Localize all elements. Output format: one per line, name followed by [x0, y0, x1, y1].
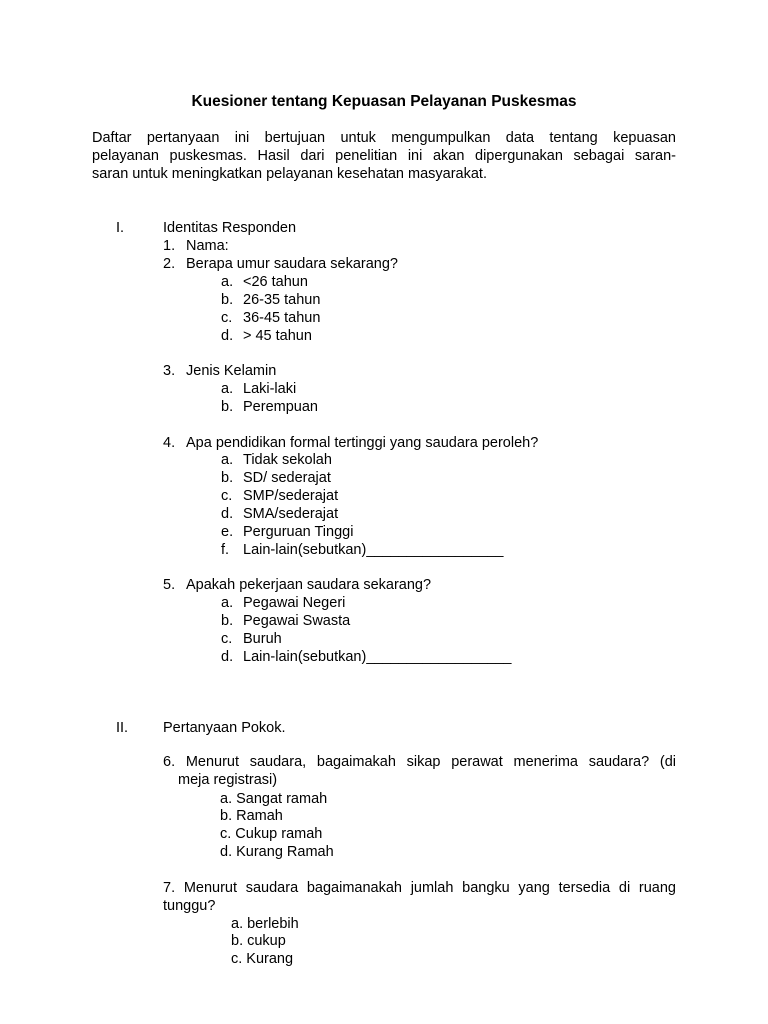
- option-text: SMA/sederajat: [243, 506, 339, 522]
- question-text: Nama:: [186, 238, 229, 254]
- option-text: b. cukup: [231, 933, 286, 949]
- question-7-line: tunggu?: [163, 898, 216, 914]
- intro-line: pelayanan puskesmas. Hasil dari penelitian ini akan dipergunakan sebagai saran-: [92, 148, 676, 164]
- option-letter: d.: [221, 506, 234, 522]
- option-letter: b.: [221, 292, 234, 308]
- option-text: Perguruan Tinggi: [243, 524, 354, 540]
- option-letter: f.: [221, 542, 230, 558]
- option-text: a. berlebih: [231, 916, 299, 932]
- question-number: 3.: [163, 363, 176, 379]
- option-text: c. Cukup ramah: [220, 826, 323, 842]
- option-text: Lain-lain(sebutkan)_________________: [243, 542, 504, 558]
- option-letter: b.: [221, 613, 234, 629]
- option-text: SD/ sederajat: [243, 470, 331, 486]
- option-letter: b.: [221, 470, 234, 486]
- section-2-heading: Pertanyaan Pokok.: [163, 720, 286, 736]
- question-number: 2.: [163, 256, 176, 272]
- intro-line: saran untuk meningkatkan pelayanan kesehatan masyarakat.: [92, 166, 487, 182]
- option-text: Pegawai Swasta: [243, 613, 351, 629]
- option-letter: c.: [221, 488, 233, 504]
- option-text: Lain-lain(sebutkan)__________________: [243, 649, 512, 665]
- intro-line: Daftar pertanyaan ini bertujuan untuk mengumpulkan data tentang kepuasan: [92, 130, 676, 146]
- option-text: Perempuan: [243, 399, 318, 415]
- option-text: c. Kurang: [231, 951, 294, 967]
- question-number: 1.: [163, 238, 176, 254]
- question-number: 5.: [163, 577, 176, 593]
- question-text: Apakah pekerjaan saudara sekarang?: [186, 577, 432, 593]
- option-text: 36-45 tahun: [243, 310, 321, 326]
- option-letter: a.: [221, 381, 234, 397]
- option-letter: a.: [221, 595, 234, 611]
- option-text: Laki-laki: [243, 381, 297, 397]
- question-text: Apa pendidikan formal tertinggi yang saudara peroleh?: [186, 435, 539, 451]
- option-letter: c.: [221, 310, 233, 326]
- option-text: Pegawai Negeri: [243, 595, 346, 611]
- question-number: 4.: [163, 435, 176, 451]
- section-1-numeral: I.: [116, 220, 125, 236]
- option-text: Buruh: [243, 631, 282, 647]
- option-text: Tidak sekolah: [243, 452, 332, 468]
- option-letter: b.: [221, 399, 234, 415]
- option-text: b. Ramah: [220, 808, 283, 824]
- option-letter: a.: [221, 452, 234, 468]
- intro-paragraph: [92, 129, 676, 183]
- section-1-heading: Identitas Responden: [163, 220, 297, 236]
- section-2-numeral: II.: [116, 720, 129, 736]
- question-text: Berapa umur saudara sekarang?: [186, 256, 398, 272]
- option-letter: c.: [221, 631, 233, 647]
- question-7-line: 7. Menurut saudara bagaimanakah jumlah bangku yang tersedia di ruang: [163, 880, 676, 896]
- question-text: Jenis Kelamin: [186, 363, 277, 379]
- page-title: Kuesioner tentang Kepuasan Pelayanan Puskesmas: [191, 93, 577, 110]
- option-text: d. Kurang Ramah: [220, 844, 334, 860]
- option-letter: e.: [221, 524, 234, 540]
- option-text: a. Sangat ramah: [220, 791, 328, 807]
- option-letter: d.: [221, 328, 234, 344]
- option-text: SMP/sederajat: [243, 488, 339, 504]
- option-letter: d.: [221, 649, 234, 665]
- question-6-line: meja registrasi): [178, 772, 278, 788]
- option-letter: a.: [221, 274, 234, 290]
- option-text: <26 tahun: [243, 274, 308, 290]
- option-text: > 45 tahun: [243, 328, 312, 344]
- option-text: 26-35 tahun: [243, 292, 321, 308]
- question-6-line: 6. Menurut saudara, bagaimakah sikap perawat menerima saudara? (di: [163, 754, 676, 770]
